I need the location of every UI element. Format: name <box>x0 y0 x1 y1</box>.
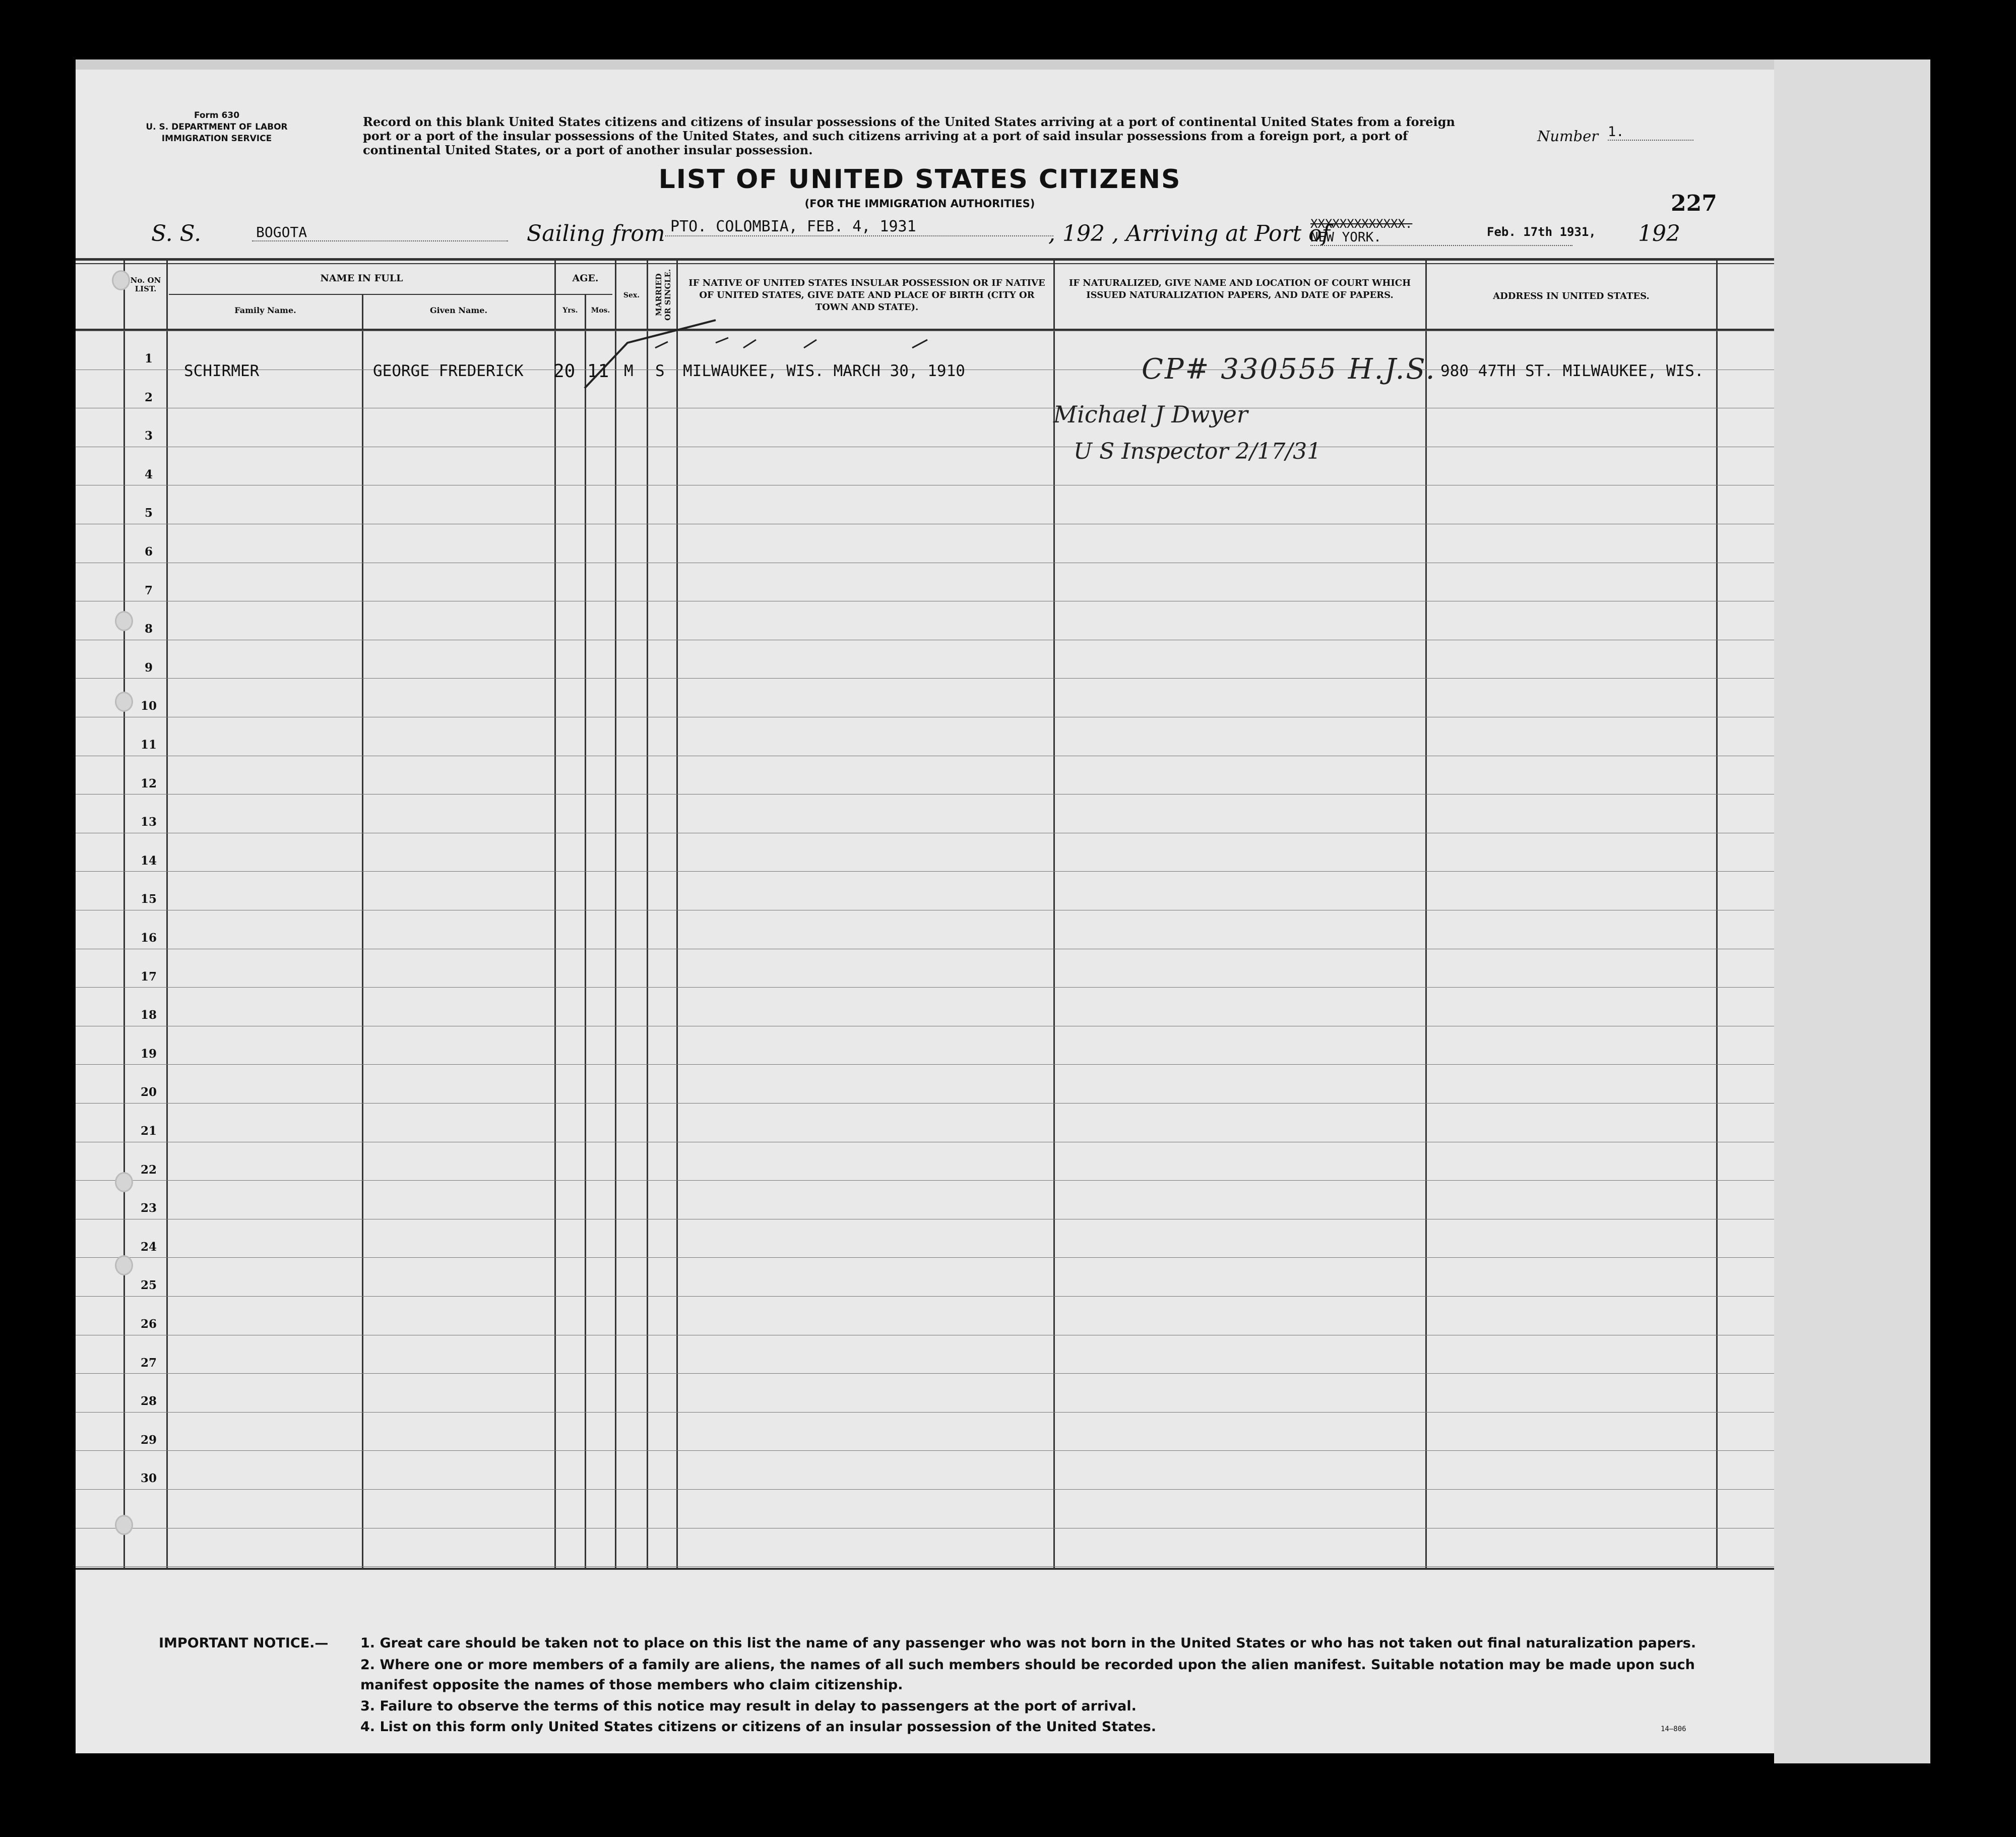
col-line-right <box>1716 258 1718 1569</box>
row-number: 28 <box>140 1394 157 1408</box>
arrival-port: NEW YORK. <box>1310 230 1572 246</box>
cell-naturalized-handwritten: CP# 330555 H.J.S. <box>1142 353 1436 386</box>
col-line-marital <box>647 258 648 1569</box>
row-rule <box>76 1180 1774 1181</box>
row-rule <box>76 1103 1774 1104</box>
row-number: 15 <box>140 892 157 906</box>
document-subtitle: (FOR THE IMMIGRATION AUTHORITIES) <box>804 198 1035 210</box>
punch-hole <box>115 692 133 712</box>
row-number: 11 <box>140 738 157 752</box>
notice-item-1: 1. Great care should be taken not to place on this list the name of any passenger who was not born in the United States or who has not taken out final naturalization papers. <box>360 1635 1696 1651</box>
row-rule <box>76 1566 1774 1567</box>
row-rule <box>76 1296 1774 1297</box>
row-number: 21 <box>140 1124 157 1138</box>
row-number: 24 <box>140 1240 157 1254</box>
ss-label: S. S. <box>151 221 202 247</box>
row-number: 26 <box>140 1317 157 1331</box>
number-label: Number <box>1537 128 1599 145</box>
col-line-yrs <box>554 258 556 1569</box>
row-number: 20 <box>140 1085 157 1099</box>
row-rule <box>76 987 1774 988</box>
cell-age-yrs: 20 <box>553 361 576 382</box>
punch-hole <box>115 1172 133 1192</box>
cell-sex: M <box>624 362 634 380</box>
document-title: LIST OF UNITED STATES CITIZENS <box>658 164 1181 195</box>
row-number: 30 <box>140 1472 157 1485</box>
header-mos: Mos. <box>591 307 610 315</box>
arriving-label: , 192 , Arriving at Port of <box>1048 221 1330 247</box>
row-number: 19 <box>140 1047 157 1061</box>
document-page <box>76 70 1774 1753</box>
header-name-in-full: NAME IN FULL <box>320 273 403 284</box>
page-right-edge <box>1774 59 1930 1763</box>
row-rule <box>76 1489 1774 1490</box>
cell-family-name: SCHIRMER <box>184 362 260 380</box>
check-mark-icon <box>580 313 731 393</box>
row-number: 9 <box>144 661 153 675</box>
notice-item-3: 3. Failure to observe the terms of this notice may result in delay to passengers at the port of arrival. <box>360 1698 1137 1714</box>
notice-item-2: 2. Where one or more members of a family are aliens, the names of all such members should be recorded upon the alien manifest. Suitable notation may be made upon such manifest opposite the names of those members who claim citizenship. <box>360 1657 1695 1693</box>
arrival-date: Feb. 17th 1931, <box>1487 225 1596 239</box>
col-line-sex <box>615 258 616 1569</box>
row-rule <box>76 1064 1774 1065</box>
notice-label: IMPORTANT NOTICE.— <box>159 1635 329 1651</box>
ditto-marks-icon <box>741 337 953 352</box>
header-married-or-single: MARRIED OR SINGLE. <box>654 269 672 321</box>
table-top-rule <box>76 258 1774 261</box>
form-identifier <box>101 110 333 145</box>
header-sex: Sex. <box>623 291 640 299</box>
row-number: 2 <box>144 391 153 404</box>
col-line-family <box>166 258 168 1569</box>
header-address: ADDRESS IN UNITED STATES. <box>1493 291 1650 301</box>
row-number: 6 <box>144 545 153 559</box>
row-number: 17 <box>140 970 157 984</box>
table-top-rule-2 <box>76 263 1774 264</box>
col-line-address <box>1425 258 1427 1569</box>
row-number: 23 <box>140 1201 157 1215</box>
row-number: 3 <box>144 429 153 443</box>
header-yrs: Yrs. <box>562 307 578 315</box>
row-number: 10 <box>140 699 157 713</box>
row-number: 16 <box>140 931 157 945</box>
row-number: 4 <box>144 468 153 481</box>
row-number: 13 <box>140 815 157 829</box>
number-value: 1. <box>1608 124 1693 141</box>
footer-code: 14—806 <box>1661 1725 1686 1733</box>
notice-item-4: 4. List on this form only United States citizens or citizens of an insular possession of the United States. <box>360 1719 1157 1735</box>
punch-hole <box>112 270 130 290</box>
struck-port-text: XXXXXXXXXXXXX. <box>1310 217 1413 231</box>
row-number: 22 <box>140 1163 157 1177</box>
col-line-birth <box>676 258 678 1569</box>
cell-age-mos: 11 <box>587 361 609 382</box>
header-naturalized-info: IF NATURALIZED, GIVE NAME AND LOCATION OF COURT WHICH ISSUED NATURALIZATION PAPERS, AND DATE OF PAPERS. <box>1068 278 1411 300</box>
cell-birth: MILWAUKEE, WIS. MARCH 30, 1910 <box>683 362 965 380</box>
inspector-title-date: U S Inspector 2/17/31 <box>1074 439 1321 464</box>
inspector-signature: Michael J Dwyer <box>1053 401 1248 428</box>
row-number: 29 <box>140 1433 157 1447</box>
row-rule <box>76 1373 1774 1374</box>
row-rule <box>76 871 1774 872</box>
row-number: 18 <box>140 1008 157 1022</box>
cell-marital: S <box>655 362 665 380</box>
row-number: 7 <box>144 584 153 597</box>
row-number: 1 <box>144 352 153 365</box>
row-number: 5 <box>144 506 153 520</box>
punch-hole <box>115 1515 133 1535</box>
form-number: Form 630 <box>194 110 240 120</box>
row-number: 27 <box>140 1356 157 1370</box>
row-rule <box>76 1412 1774 1413</box>
year-suffix: 192 <box>1638 221 1680 247</box>
row-rule <box>76 1450 1774 1451</box>
header-given-name: Given Name. <box>429 305 488 315</box>
page-number: 227 <box>1671 191 1717 216</box>
header-age: AGE. <box>572 273 599 284</box>
row-number: 14 <box>140 854 157 868</box>
cell-given-name: GEORGE FREDERICK <box>373 362 524 380</box>
ship-name: BOGOTA <box>252 224 508 241</box>
row-number: 12 <box>140 777 157 790</box>
name-age-subrule <box>169 294 612 295</box>
row-rule <box>76 678 1774 679</box>
form-instructions: Record on this blank United States citizens and citizens of insular possessions of the United States arriving at a port of continental United States from a foreign port or a port of the insular possessions of the United States, and such citizens arriving at a port of said insular possessions from a foreign port, a port of continental United States, or a port of another insular possession. <box>363 114 1455 157</box>
row-number: 25 <box>140 1278 157 1292</box>
table-bottom-rule <box>76 1568 1774 1570</box>
header-no-on-list: No. ON LIST. <box>130 276 161 293</box>
ship-info-line <box>151 217 1688 251</box>
col-line-no-body <box>123 331 125 1569</box>
col-line-naturalized <box>1053 258 1055 1569</box>
punch-hole <box>115 611 133 631</box>
row-rule <box>76 1257 1774 1258</box>
sailing-from-value: PTO. COLOMBIA, FEB. 4, 1931 <box>665 218 1053 236</box>
cell-address: 980 47TH ST. MILWAUKEE, WIS. <box>1440 362 1704 380</box>
punch-hole <box>115 1255 133 1275</box>
service-name: IMMIGRATION SERVICE <box>161 134 272 144</box>
header-native-info: IF NATIVE OF UNITED STATES INSULAR POSSESSION OR IF NATIVE OF UNITED STATES, GIVE DATE AND PLACE OF BIRTH (CITY OR TOWN AND STATE). <box>688 278 1045 313</box>
department-name: U. S. DEPARTMENT OF LABOR <box>146 122 288 132</box>
row-number: 8 <box>144 622 153 636</box>
header-family-name: Family Name. <box>234 305 296 315</box>
sailing-from-label: Sailing from <box>527 221 665 247</box>
